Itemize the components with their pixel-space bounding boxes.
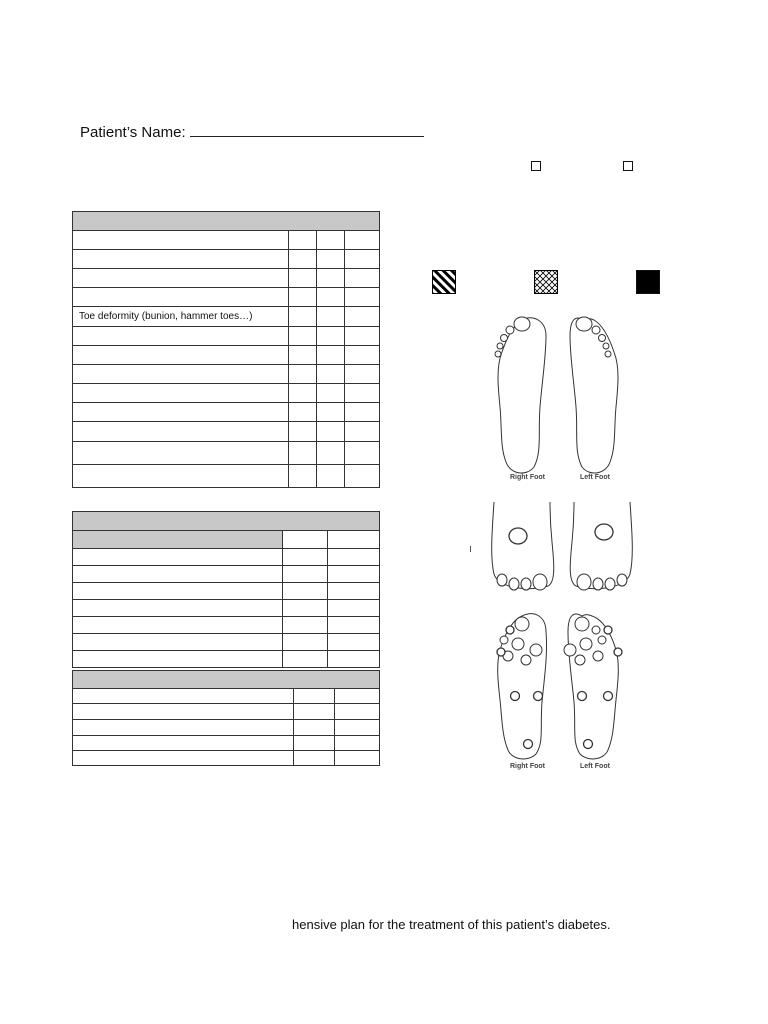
table-row <box>73 634 380 651</box>
table-cell[interactable] <box>317 288 345 307</box>
table-row <box>73 465 380 488</box>
table-subheader-row <box>73 531 380 549</box>
table-row <box>73 288 380 307</box>
table-cell[interactable] <box>317 465 345 488</box>
table-row <box>73 549 380 566</box>
table-cell[interactable] <box>328 651 380 668</box>
table-cell <box>328 531 380 549</box>
table-cell[interactable] <box>317 365 345 384</box>
table-cell[interactable] <box>328 583 380 600</box>
table-cell <box>73 422 289 442</box>
table-cell[interactable] <box>335 751 380 766</box>
table-cell[interactable] <box>317 384 345 403</box>
table-cell[interactable] <box>328 549 380 566</box>
table-cell[interactable] <box>328 634 380 651</box>
table-cell[interactable] <box>317 307 345 327</box>
striped-pattern-icon <box>432 270 456 294</box>
table-cell[interactable] <box>283 634 328 651</box>
table-cell[interactable] <box>289 365 317 384</box>
table-cell[interactable] <box>283 566 328 583</box>
table-cell[interactable] <box>317 327 345 346</box>
table-cell[interactable] <box>335 689 380 704</box>
table-cell[interactable] <box>328 566 380 583</box>
table-header-row <box>73 212 380 231</box>
plantar-test-sites-diagram <box>488 610 638 772</box>
table-cell <box>73 288 289 307</box>
table-cell[interactable] <box>289 346 317 365</box>
table-cell[interactable] <box>345 384 380 403</box>
table-cell[interactable] <box>335 720 380 736</box>
table-cell[interactable] <box>289 288 317 307</box>
table-cell[interactable] <box>294 720 335 736</box>
table-row <box>73 736 380 751</box>
table-row <box>73 231 380 250</box>
table-cell[interactable] <box>335 736 380 751</box>
table-cell <box>73 704 294 720</box>
table-cell <box>73 231 289 250</box>
table-cell <box>73 403 289 422</box>
table-cell[interactable] <box>289 327 317 346</box>
table-row <box>73 346 380 365</box>
sensation-table <box>72 511 380 668</box>
table-row <box>73 704 380 720</box>
table-cell[interactable] <box>294 736 335 751</box>
table-cell[interactable] <box>317 422 345 442</box>
table-row <box>73 566 380 583</box>
tick-mark <box>470 546 471 552</box>
table-cell <box>73 549 283 566</box>
table-cell[interactable] <box>289 250 317 269</box>
table-cell[interactable] <box>283 600 328 617</box>
table-cell[interactable] <box>345 269 380 288</box>
foot-exam-table <box>72 211 380 488</box>
table-cell <box>73 720 294 736</box>
checkbox-option-2[interactable] <box>623 161 633 171</box>
right-foot-label: Right Foot <box>510 763 545 770</box>
table-cell[interactable] <box>345 327 380 346</box>
table-cell[interactable] <box>289 403 317 422</box>
right-foot-label: Right Foot <box>510 474 545 481</box>
table-cell[interactable] <box>317 403 345 422</box>
patient-name-field <box>80 122 424 141</box>
dorsal-feet-diagram <box>488 502 638 594</box>
table-cell[interactable] <box>345 422 380 442</box>
table-cell <box>73 583 283 600</box>
table-cell <box>73 327 289 346</box>
table-cell[interactable] <box>289 384 317 403</box>
treatment-plan-text: hensive plan for the treatment of this patient’s diabetes. <box>292 917 611 932</box>
table-cell[interactable] <box>294 751 335 766</box>
left-foot-label: Left Foot <box>580 763 610 770</box>
table-row <box>73 327 380 346</box>
table-cell <box>73 617 283 634</box>
table-cell <box>73 651 283 668</box>
table-cell <box>73 365 289 384</box>
table-cell[interactable] <box>345 403 380 422</box>
table-cell[interactable] <box>289 231 317 250</box>
table-cell <box>73 689 294 704</box>
table-row <box>73 403 380 422</box>
table-cell[interactable] <box>317 346 345 365</box>
table-row-toe-deformity <box>73 307 380 327</box>
table-row <box>73 422 380 442</box>
plantar-feet-diagram <box>488 312 628 484</box>
left-foot-label: Left Foot <box>580 474 610 481</box>
table-row <box>73 365 380 384</box>
monofilament-table <box>72 670 380 766</box>
table-row <box>73 689 380 704</box>
table-cell[interactable] <box>283 549 328 566</box>
table-row <box>73 651 380 668</box>
table-row <box>73 442 380 465</box>
table-cell[interactable] <box>345 346 380 365</box>
table-row <box>73 600 380 617</box>
table-cell[interactable] <box>345 250 380 269</box>
patient-name-line[interactable] <box>190 122 424 137</box>
table-row <box>73 751 380 766</box>
table-cell[interactable] <box>294 689 335 704</box>
table-cell[interactable] <box>328 617 380 634</box>
table-cell[interactable] <box>335 704 380 720</box>
table-cell[interactable] <box>289 465 317 488</box>
table-cell[interactable] <box>345 442 380 465</box>
table-cell[interactable] <box>317 442 345 465</box>
table-cell <box>73 634 283 651</box>
table-cell[interactable] <box>328 600 380 617</box>
table-cell <box>73 269 289 288</box>
table-cell[interactable] <box>283 583 328 600</box>
table-cell <box>73 384 289 403</box>
table-row <box>73 269 380 288</box>
table-cell[interactable] <box>289 269 317 288</box>
table-cell <box>73 671 380 689</box>
table-cell[interactable] <box>345 465 380 488</box>
toe-deformity-label: Toe deformity (bunion, hammer toes…) <box>73 307 289 327</box>
table-cell <box>73 250 289 269</box>
table-cell <box>73 751 294 766</box>
table-row <box>73 617 380 634</box>
table-cell[interactable] <box>345 307 380 327</box>
table-cell[interactable] <box>294 704 335 720</box>
table-cell[interactable] <box>289 422 317 442</box>
table-cell[interactable] <box>317 269 345 288</box>
table-cell <box>283 531 328 549</box>
table-row <box>73 250 380 269</box>
crosshatch-pattern-icon <box>534 270 558 294</box>
table-cell[interactable] <box>345 231 380 250</box>
table-cell <box>73 465 289 488</box>
table-row <box>73 720 380 736</box>
table-cell[interactable] <box>289 307 317 327</box>
table-cell[interactable] <box>283 651 328 668</box>
table-cell <box>73 512 380 531</box>
table-section-header <box>73 512 380 531</box>
patient-name-label: Patient’s Name: <box>80 124 186 141</box>
table-cell[interactable] <box>289 442 317 465</box>
table-cell[interactable] <box>317 250 345 269</box>
table-cell <box>73 442 289 465</box>
table-cell <box>73 531 283 549</box>
table-cell[interactable] <box>345 288 380 307</box>
table-row <box>73 583 380 600</box>
solid-fill-icon <box>636 270 660 294</box>
table-cell[interactable] <box>283 617 328 634</box>
table-cell <box>73 212 380 231</box>
checkbox-option-1[interactable] <box>531 161 541 171</box>
table-cell[interactable] <box>345 365 380 384</box>
table-cell <box>73 566 283 583</box>
table-section-header <box>73 671 380 689</box>
table-cell[interactable] <box>317 231 345 250</box>
table-cell <box>73 346 289 365</box>
table-row <box>73 384 380 403</box>
table-cell <box>73 600 283 617</box>
table-cell <box>73 736 294 751</box>
